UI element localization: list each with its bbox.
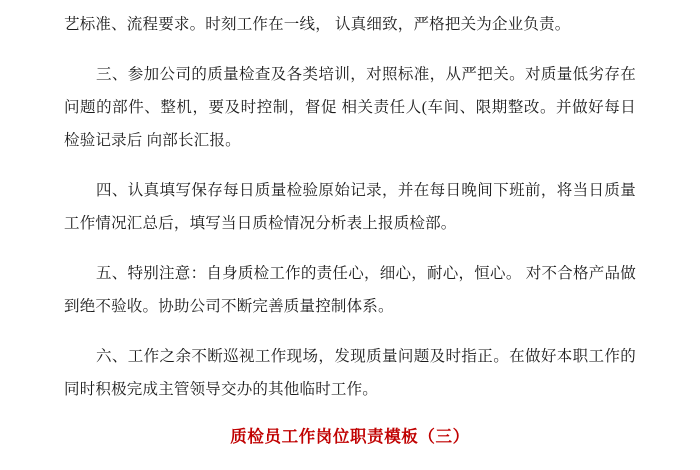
paragraph-continuation: 艺标准、流程要求。时刻工作在一线， 认真细致，严格把关为企业负责。: [64, 16, 571, 33]
section-title: 质检员工作岗位职责模板（三）: [230, 427, 470, 446]
paragraph-item-4: 四、认真填写保存每日质量检验原始记录，并在每日晚间下班前，将当日质量工作情况汇总后，填写当日质检情况分析表上报质检部。: [64, 182, 636, 232]
paragraph-item-3: 三、参加公司的质量检查及各类培训，对照标准，从严把关。对质量低劣存在问题的部件、整机，要及时控制，督促 相关责任人(车间、限期整改。并做好每日检验记录后 向部长汇报。: [64, 66, 636, 149]
document-body: [64, 0, 636, 450]
paragraph-item-6: 六、工作之余不断巡视工作现场，发现质量问题及时指正。在做好本职工作的同时积极完成主管领导交办的其他临时工作。: [64, 348, 636, 398]
paragraph-item-5: 五、特别注意：自身质检工作的责任心，细心，耐心，恒心。 对不合格产品做到绝不验收。协助公司不断完善质量控制体系。: [64, 265, 636, 315]
